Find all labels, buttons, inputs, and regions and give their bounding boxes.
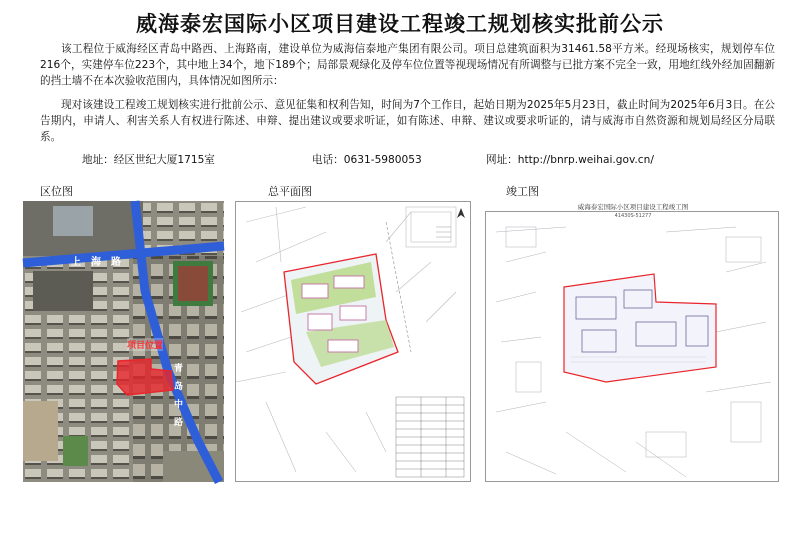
site-plan-label: 总平面图 xyxy=(268,185,312,198)
shanghai-road-label: 上 海 路 xyxy=(71,257,121,268)
completion-drawing-code: 41430S-51277 xyxy=(614,213,652,219)
satellite-image xyxy=(23,201,224,482)
website-link[interactable]: 网址：http://bnrp.weihai.gov.cn/ xyxy=(486,154,654,166)
location-satellite-map xyxy=(23,201,224,482)
description-paragraph: 该工程位于威海经区青岛中路西、上海路南，建设单位为威海信泰地产集团有限公司。项目总建筑面积为31461.58平方米。经现场核实，规划停车位216个，实建停车位223个，其中地上34个，地下189个；局部景观绿化及停车位位置等视现场情况有所调整与已批方案不完全一致，用地红线外经加固翻新的挡土墙不在本次验收范围内，具体情况如图所示： xyxy=(40,43,775,87)
phone-text: 电话：0631-5980053 xyxy=(312,154,422,166)
completion-drawing-title: 威海泰宏国际小区项目建设工程竣工图 xyxy=(577,203,689,211)
location-map-label: 区位图 xyxy=(40,185,73,198)
site-plan-drawing xyxy=(235,201,471,482)
completion-drawing xyxy=(485,203,779,482)
notice-paragraph: 现对该建设工程竣工规划核实进行批前公示、意见征集和权利告知，时间为7个工作日，起始日期为2025年5月23日，截止时间为2025年6月3日。在公告期内，申请人、利害关系人有权进行陈述、申辩、提出建议或要求听证，如有陈述、申辩、建议或要求听证的，请与威海市自然资源和规划局经区分局联系。 xyxy=(40,99,775,143)
completion-graphic xyxy=(486,212,778,481)
qingdao-road-label: 青 岛 中 路 xyxy=(172,363,182,426)
site-plan-graphic xyxy=(236,202,470,481)
project-location-label: 项目位置 xyxy=(127,338,163,351)
address-text: 地址：经区世纪大厦1715室 xyxy=(82,154,215,166)
completion-map-label: 竣工图 xyxy=(506,185,539,198)
page-title: 威海泰宏国际小区项目建设工程竣工规划核实批前公示 xyxy=(136,12,664,36)
